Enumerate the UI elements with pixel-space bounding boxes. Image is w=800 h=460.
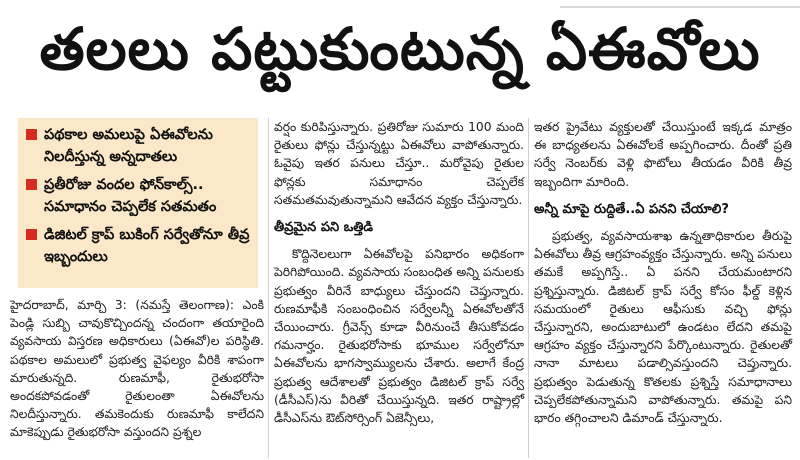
highlight-item (26, 124, 250, 168)
highlight-text: డిజిటల్ క్రాప్ బుకింగ్ సర్వేతోనూ తీవ్ర ఇబ్బందులు (44, 227, 250, 265)
subheading: అన్నీ మాపై రుద్దితే..ఏ పనని చేయాలి? (534, 201, 729, 217)
column-divider (528, 118, 529, 458)
subheading: తీవ్రమైన పని ఒత్తిడి (274, 220, 373, 236)
highlight-item (26, 174, 250, 218)
red-square-bullet-icon (26, 179, 37, 190)
highlight-item (26, 224, 250, 268)
article-paragraph: హైదరాబాద్, మార్చి 3: (నమస్తే తెలంగాణ): ఎంకి పెండ్లి సుబ్బి చావుకొచ్చిందన్న చందంగా తయారైంది వ్యవసాయ విస్తరణ అధికారులు (ఏఈవో)ల పరిస్థితి. పథకాల అమలులో ప్రభుత్వ వైఫల్యం వీరికి శాపంగా మారుతున్నది. రుణమాఫీ, రైతుభరోసా అందకపోవడంతో రైతులంతా ఏఈవోలను నిలదీస్తున్నారు. తమకెందుకు రుణమాఫీ కాలేదని మాకెప్పుడు రైతుభరోసా వస్తుందని ప్రశ్నల (10, 298, 264, 440)
red-square-bullet-icon (26, 229, 37, 240)
article-paragraph: ఇతర ప్రైవేటు వ్యక్తులతో చేయిస్తుంటే ఇక్కడ మాత్రం ఈ బాధ్యతలను ఏఈవోలకే అప్పగించారు. దీంతో ప్రతి సర్వే నెంబర్‌కు వెళ్లి ఫొటోలు తీయడం వీరికి తీవ్ర ఇబ్బందిగా మారింది. (534, 120, 792, 189)
article-paragraph: వర్షం కురిపిస్తున్నారు. ప్రతిరోజు సుమారు 100 మంది రైతులు ఫోన్లు చేస్తున్నట్టు ఏఈవోలు వాపోతున్నారు. ఓవైపు ఇతర పనులు చేస్తూ.. మరోవైపు రైతుల ఫోన్లకు సమాధానం చెప్పలేక సతమతమవుతున్నామని ఆవేదన వ్యక్తం చేస్తున్నారు. (274, 120, 524, 207)
highlight-text: పథకాల అమలుపై ఏఈవోలను నిలదీస్తున్న అన్నదాతలు (44, 127, 213, 165)
article-column-3 (534, 118, 792, 427)
article-column-1 (10, 296, 264, 442)
article-paragraph: కొద్దినెలలుగా ఏఈవోలపై పనిభారం అధికంగా పెరిగిపోయింది. వ్యవసాయ సంబంధిత అన్ని పనులకు ప్రభుత్వం వీరినే బాధ్యులు చేస్తుందని చెప్తున్నారు. రుణమాఫీకి సంబంధించిన సర్వేలన్నీ ఏఈవోలతోనే చేయించారు. గ్రీవెన్స్ కూడా వీరినుంచే తీసుకోవడం గమనార్హం. రైతుభరోసాకు భూముల సర్వేలోనూ ఏఈవోలను భాగస్వామ్యులను చేశారు. అలాగే కేంద్ర ప్రభుత్వ ఆదేశాలతో ప్రభుత్వం డిజిటల్ క్రాప్ సర్వే (డీసీఎస్)ను వీరితో చేయిస్తున్నది. ఇతర రాష్ట్రాల్లో డీసీఎస్‌ను ఔట్‌సోర్సింగ్ ఏజెన్సీలు, (274, 247, 524, 426)
article-column-2 (274, 118, 524, 427)
column-divider (268, 118, 269, 458)
red-square-bullet-icon (26, 129, 37, 140)
article-paragraph: ప్రభుత్వ, వ్యవసాయశాఖ ఉన్నతాధికారుల తీరుపై ఏఈవోలు తీవ్ర ఆగ్రహంవ్యక్తం చేస్తున్నారు. అన్ని పనులు తమకే అప్పగిస్తే.. ఏ పనని చేయమంటారని ప్రశ్నిస్తున్నారు. డిజిటల్ క్రాప్ సర్వే కోసం ఫీల్డ్ కెళ్లిన సమయంలో రైతులు ఆఫీసుకు వచ్చి ఫోన్లు చేస్తున్నారని, అందుబాటులో ఉండటం లేదని తమపై ఆగ్రహం వ్యక్తం చేస్తున్నారని పేర్కొంటున్నారు. రైతులతో నానా మాటలు పడాల్సివస్తుందని చెప్తున్నారు. ప్రభుత్వం పెడుతున్న కొతలకు ప్రశ్నిస్తే సమాధానాలు చెప్పలేకపోతున్నామని వాపోతున్నారు. తమపై పని భారం తగ్గించాలని డిమాండ్ చేస్తున్నారు. (534, 229, 792, 426)
headline: తలలు పట్టుకుంటున్న ఏఈవోలు (39, 14, 761, 83)
highlights-box (18, 118, 258, 288)
highlight-text: ప్రతీరోజు వందల ఫోన్‌కాల్స్.. సమాధానం చెప్పలేక సతమతం (44, 177, 217, 215)
